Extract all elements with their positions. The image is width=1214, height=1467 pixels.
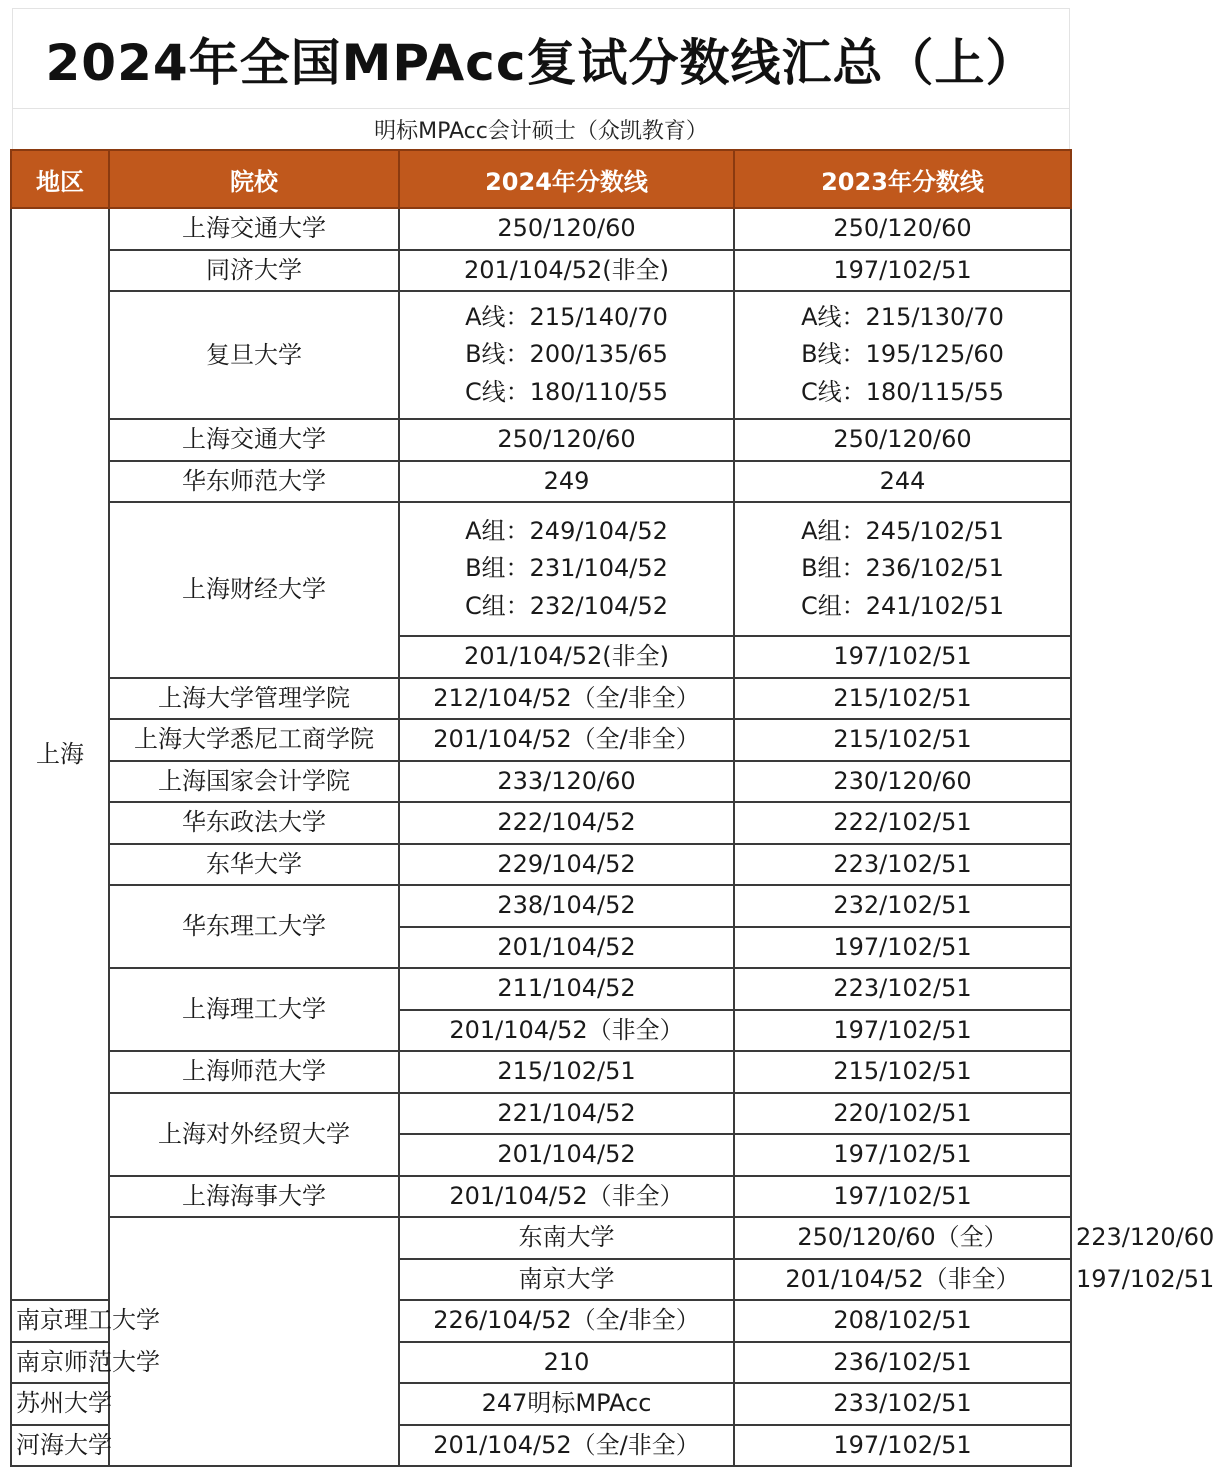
school-cell: 复旦大学 [109,291,399,419]
score-line: A线：215/130/70 [801,302,1004,331]
school-cell: 上海师范大学 [109,1051,399,1093]
score-2024-cell: 233/120/60 [399,761,734,803]
score-2023-cell: 232/102/51 [734,885,1071,927]
school-cell: 华东师范大学 [109,461,399,503]
header-region: 地区 [11,150,109,208]
score-2023-cell: 236/102/51 [734,1342,1071,1384]
header-2023: 2023年分数线 [734,150,1071,208]
score-2023-cell [734,291,1071,419]
school-cell: 上海交通大学 [109,208,399,250]
score-2023-cell: 250/120/60 [734,419,1071,461]
school-cell: 华东政法大学 [109,802,399,844]
table-row [11,719,1071,761]
table-row [11,968,1071,1010]
score-2024-cell: 221/104/52 [399,1093,734,1135]
school-cell: 上海交通大学 [109,419,399,461]
table-row [11,761,1071,803]
score-line: C线：180/115/55 [800,377,1005,406]
table-row [11,1051,1071,1093]
page-subtitle: 明标MPAcc会计硕士（众凯教育） [374,118,708,144]
table-row [11,419,1071,461]
table-row [11,844,1071,886]
score-2024-cell: 210 [399,1342,734,1384]
region-cell [109,1217,399,1466]
score-2024-cell: 226/104/52（全/非全） [399,1300,734,1342]
score-2024-cell: 250/120/60（全） [734,1217,1071,1259]
score-2023-cell: 197/102/51 [734,1176,1071,1218]
table-row [11,208,1071,250]
school-cell: 南京大学 [399,1259,734,1301]
score-line: A组：249/104/52 [465,516,668,545]
school-cell: 河海大学 [11,1425,109,1467]
score-line: B线：200/135/65 [465,340,668,369]
score-2024-cell: 238/104/52 [399,885,734,927]
score-2023-cell: 197/102/51 [734,250,1071,292]
table-row: 东南大学 250/120/60（全） 223/120/60 [11,1217,1071,1259]
score-line: B组：231/104/52 [465,554,668,583]
score-2024-cell: 201/104/52(非全) [399,636,734,678]
table-row [11,802,1071,844]
score-2024-cell: 201/104/52 [399,1134,734,1176]
header-school: 院校 [109,150,399,208]
score-2024-cell [399,502,734,636]
table-row [11,1093,1071,1135]
score-2023-cell: 244 [734,461,1071,503]
score-2024-cell: 201/104/52（全/非全） [399,719,734,761]
score-2023-cell: 197/102/51 [734,1134,1071,1176]
score-2024-cell: 201/104/52 [399,927,734,969]
school-cell: 上海大学管理学院 [109,678,399,720]
score-line: B组：236/102/51 [801,554,1004,583]
score-2023-cell: 197/102/51 [734,927,1071,969]
score-2024-cell: 212/104/52（全/非全） [399,678,734,720]
score-2024-cell: 249 [399,461,734,503]
table-header-row [11,150,1071,208]
table-row: 南京大学 201/104/52（非全） 197/102/51 [11,1259,1071,1301]
score-2024-cell [399,291,734,419]
school-cell: 东南大学 [399,1217,734,1259]
score-2024-cell: 211/104/52 [399,968,734,1010]
score-table [10,149,1214,1467]
score-2023-cell: 250/120/60 [734,208,1071,250]
score-line: A组：245/102/51 [801,516,1004,545]
table-row [11,1176,1071,1218]
school-cell: 上海财经大学 [109,502,399,678]
school-cell: 东华大学 [109,844,399,886]
score-line: C组：232/104/52 [464,591,669,620]
score-2023-cell: 197/102/51 [734,636,1071,678]
score-2024-cell: 201/104/52（非全） [399,1010,734,1052]
table-row [11,678,1071,720]
score-2024-cell: 229/104/52 [399,844,734,886]
school-cell: 南京理工大学 [11,1300,109,1342]
score-2023-cell: 220/102/51 [734,1093,1071,1135]
table-row [11,885,1071,927]
score-2024-cell: 201/104/52(非全) [399,250,734,292]
header-2024: 2024年分数线 [399,150,734,208]
school-cell: 上海理工大学 [109,968,399,1051]
score-2023-cell: 230/120/60 [734,761,1071,803]
score-2023-cell: 208/102/51 [734,1300,1071,1342]
school-cell: 华东理工大学 [109,885,399,968]
score-line: A线：215/140/70 [465,302,668,331]
school-cell: 南京师范大学 [11,1342,109,1384]
score-2024-cell: 215/102/51 [399,1051,734,1093]
school-cell: 上海国家会计学院 [109,761,399,803]
school-cell: 上海海事大学 [109,1176,399,1218]
score-2023-cell: 197/102/51 [734,1425,1071,1467]
score-2024-cell: 247明标MPAcc [399,1383,734,1425]
school-cell: 苏州大学 [11,1383,109,1425]
table-row [11,250,1071,292]
score-2023-cell: 215/102/51 [734,719,1071,761]
school-cell: 上海对外经贸大学 [109,1093,399,1176]
score-line: C组：241/102/51 [800,591,1005,620]
score-2023-cell: 222/102/51 [734,802,1071,844]
score-2023-cell: 233/102/51 [734,1383,1071,1425]
score-2023-cell: 197/102/51 [734,1010,1071,1052]
school-cell: 上海大学悉尼工商学院 [109,719,399,761]
score-line: C线：180/110/55 [464,377,669,406]
score-2023-cell [734,502,1071,636]
score-2024-cell: 222/104/52 [399,802,734,844]
score-2023-cell: 215/102/51 [734,678,1071,720]
score-2024-cell: 250/120/60 [399,419,734,461]
page-title: 2024年全国MPAcc复试分数线汇总（上） [45,33,1037,92]
table-row [11,502,1071,636]
score-line: B线：195/125/60 [801,340,1004,369]
score-2023-cell: 215/102/51 [734,1051,1071,1093]
subtitle-banner [12,108,1070,150]
table-row [11,461,1071,503]
title-banner [12,8,1070,108]
score-2024-cell: 201/104/52（非全） [734,1259,1071,1301]
score-2024-cell: 201/104/52（全/非全） [399,1425,734,1467]
region-cell: 上海 [11,208,109,1300]
score-2024-cell: 201/104/52（非全） [399,1176,734,1218]
school-cell: 同济大学 [109,250,399,292]
table-row [11,291,1071,419]
score-2023-cell: 223/102/51 [734,844,1071,886]
score-2024-cell: 250/120/60 [399,208,734,250]
score-2023-cell: 223/102/51 [734,968,1071,1010]
